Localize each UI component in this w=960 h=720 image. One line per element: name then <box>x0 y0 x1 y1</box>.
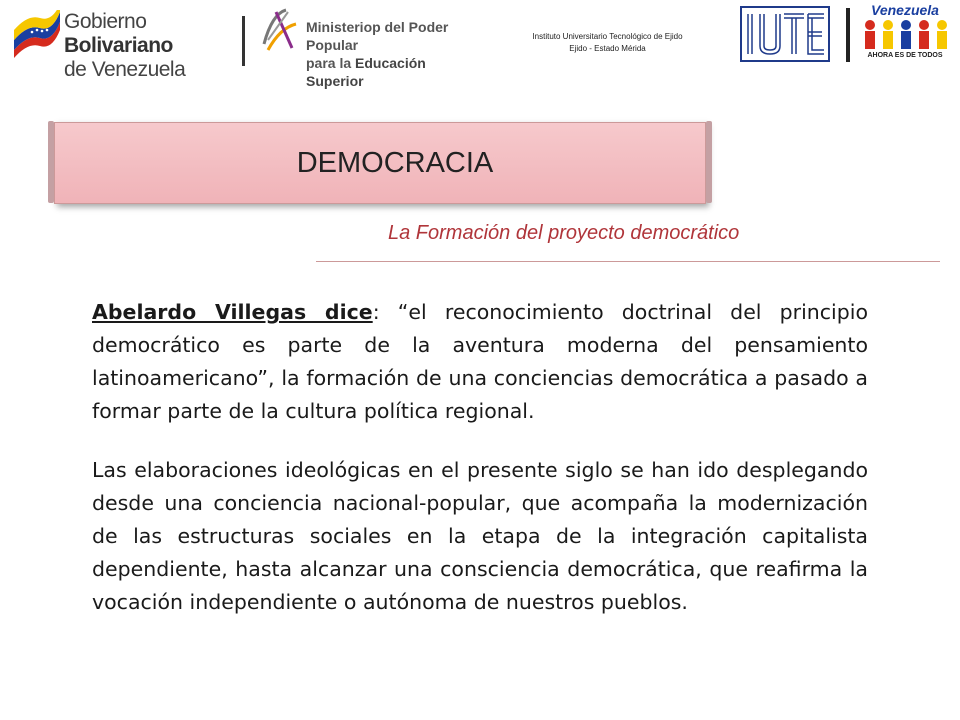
slide-title: DEMOCRACIA <box>296 147 494 179</box>
ministerio-emblem-icon <box>258 4 302 60</box>
slide-subtitle: La Formación del proyecto democrático <box>388 222 740 244</box>
ministerio-text: Ministeriop del Poder Popular para la Educación Superior <box>306 19 449 89</box>
header-divider-right <box>846 8 850 62</box>
subtitle-rule <box>316 261 940 262</box>
header-divider <box>242 16 245 66</box>
venezuela-logo-title: Venezuela <box>871 2 939 18</box>
paragraph-1 <box>92 296 868 428</box>
gobierno-bolivariano-logo <box>10 6 245 81</box>
title-banner <box>54 122 706 204</box>
people-figures-icon <box>860 18 950 52</box>
venezuela-ahora-logo <box>856 2 954 64</box>
body-text <box>92 296 868 619</box>
venezuela-flag-icon <box>10 10 62 62</box>
venezuela-logo-slogan: AHORA ES DE TODOS <box>867 52 943 59</box>
institute-caption: Instituto Universitario Tecnológico de Ejido Ejido - Estado Mérida <box>532 32 683 53</box>
paragraph-2: Las elaboraciones ideológicas en el presente siglo se han ido desplegando desde una conciencia nacional-popular, que acompaña la modernización de las estructuras sociales en la etapa de la integración capitalista dependiente, hasta alcanzar una consciencia democrática, que reafirma la vocación independiente o autónoma de nuestros pueblos. <box>92 458 868 614</box>
ministerio-logo <box>258 4 483 89</box>
iute-logo-icon <box>740 6 830 62</box>
quote-author: Abelardo Villegas dice <box>92 300 373 324</box>
paragraph-1-text: : “el reconocimiento doctrinal del principio democrático es parte de la aventura moderna del pensamiento latinoamericano”, la formación de una conciencias democrática a pasado a formar parte de la cultura política regional. <box>92 300 869 423</box>
gobierno-text: Gobierno Bolivariano de Venezuela <box>64 10 186 81</box>
